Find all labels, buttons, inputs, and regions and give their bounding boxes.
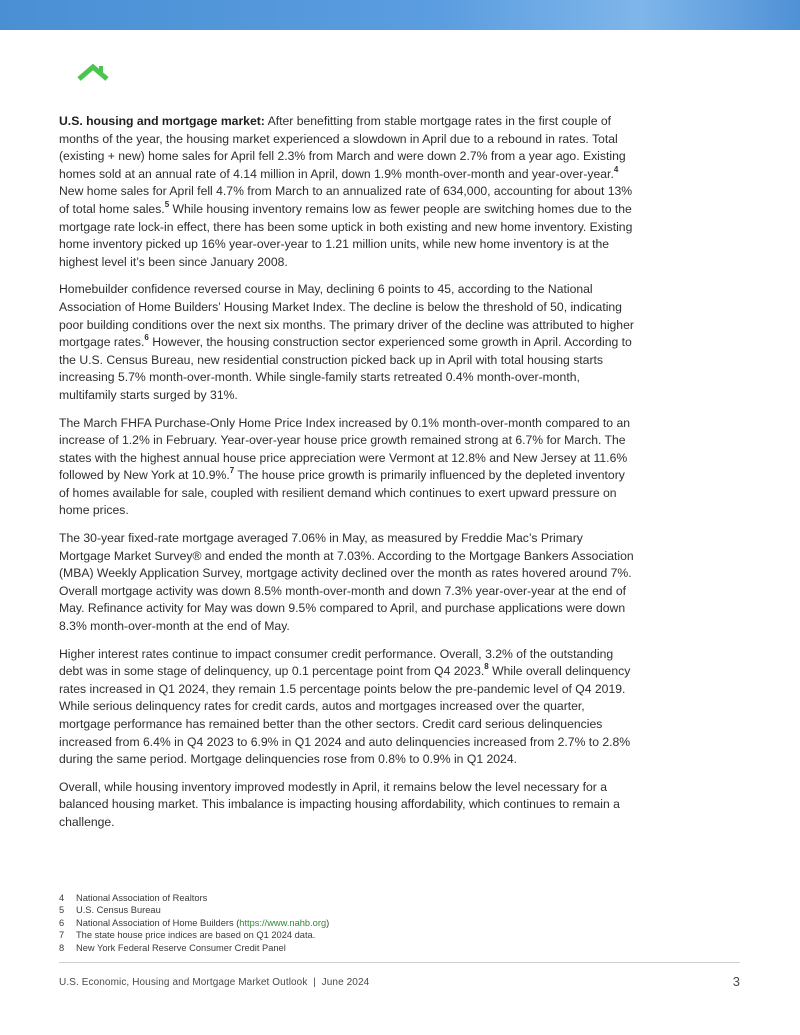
paragraph-housing-market bbox=[59, 113, 634, 271]
footnote-number: 6 bbox=[59, 917, 65, 928]
footnote-number: 7 bbox=[59, 930, 65, 941]
footnote-ref[interactable]: 5 bbox=[164, 199, 170, 209]
paragraph-text: Homebuilder confidence reversed course in May, declining 6 points to 45, according to the National Association of Home Builders’ Housing Market Index. The decline is below the threshold of 50, indicating poor building conditions over the next six months. The primary driver of the decline was attributed to higher mortgage rates. bbox=[59, 282, 634, 350]
paragraph-fhfa bbox=[59, 415, 634, 521]
roof-chevron-icon bbox=[77, 64, 109, 82]
nahb-link[interactable]: https://www.nahb.org bbox=[239, 917, 327, 928]
paragraph-text: The 30-year fixed-rate mortgage averaged 7.06% in May, as measured by Freddie Mac’s Primary Mortgage Market Survey® and ended the month at 7.03%. According to the Mortgage Bankers Association (MBA) Weekly Application Survey, mortgage activity declined over the month as rates hovered around 7%. Overall mortgage activity was down 8.5% month-over-month and down 7.3% year-over-year at the end of May. Refinance activity for May was down 9.5% compared to April, and purchase applications were down 8.3% month-over-month at the end of May. bbox=[59, 531, 634, 634]
paragraph-text: The March FHFA Purchase-Only Home Price Index increased by 0.1% month-over-month compared to an increase of 1.2% in February. Year-over-year house price growth remained strong at 6.7% for March. The states with the highest annual house price appreciation were Vermont at 12.8% and New Jersey at 11.6% followed by New York at 10.9%. bbox=[59, 415, 631, 483]
page-number: 3 bbox=[732, 974, 740, 989]
paragraph-conclusion bbox=[59, 779, 634, 832]
footnote-number: 4 bbox=[59, 893, 65, 903]
footnote-number: 8 bbox=[59, 942, 65, 953]
header-band bbox=[0, 0, 800, 30]
footnote-text: The state house price indices are based on Q1 2024 data. bbox=[76, 930, 316, 941]
article-body bbox=[59, 113, 634, 842]
footnote-text: National Association of Realtors bbox=[76, 893, 208, 903]
footer-divider bbox=[59, 962, 740, 963]
paragraph-text: After benefitting from stable mortgage rates in the first couple of months of the year, the housing market experienced a slowdown in April due to a rebound in rates. Total (existing + new) home sales for April fell 2.3% from March and were down 2.7% from a year ago. Existing homes sold at an annual rate of 4.14 million in April, down 1.9% month-over-month and year-over-year. bbox=[59, 114, 626, 181]
footnote-ref[interactable]: 4 bbox=[613, 164, 619, 174]
paragraph-homebuilder bbox=[59, 281, 634, 404]
footnotes bbox=[59, 892, 659, 954]
footnote-ref[interactable]: 8 bbox=[484, 662, 489, 672]
paragraph-text: However, the housing construction sector experienced some growth in April. According to the U.S. Census Bureau, new residential construction picked back up in April with total housing starts increasing 5.7% month-over-month. While single-family starts retreated 0.4% month-over-month, multifamily starts surged by 31%. bbox=[59, 335, 632, 402]
paragraph-consumer-credit bbox=[59, 646, 634, 769]
footnote-text: National Association of Home Builders ( bbox=[76, 917, 240, 928]
paragraph-text: While housing inventory remains low as fewer people are switching homes due to the mortgage rate lock-in effect, there has been some uptick in both existing and new home inventory. Existing home inventory picked up 16% year-over-year to 1.21 million units, while new home inventory is at the highest level it’s been since January 2008. bbox=[59, 201, 633, 269]
footer-title: U.S. Economic, Housing and Mortgage Market Outlook | June 2024 bbox=[59, 977, 370, 988]
footnote-item bbox=[59, 904, 659, 916]
paragraph-mortgage-rates bbox=[59, 530, 634, 636]
footnote-text: New York Federal Reserve Consumer Credit Panel bbox=[76, 942, 286, 953]
paragraph-text: Higher interest rates continue to impact consumer credit performance. Overall, 3.2% of the outstanding debt was in some stage of delinquency, up 0.1 percentage point from Q4 2023. bbox=[59, 646, 614, 679]
footnote-number: 5 bbox=[59, 905, 65, 916]
paragraph-text: While overall delinquency rates increased in Q1 2024, they remain 1.5 percentage points below the pre-pandemic level of Q4 2019. While serious delinquency rates for credit cards, autos and mortgages increased over the quarter, mortgage performance has remained better than the other sectors. Credit card serious delinquencies increased from 6.4% in Q4 2023 to 6.9% in Q1 2024 and auto delinquencies increased from 2.7% to 2.8% during the same period. Mortgage delinquencies rose from 0.8% to 0.9% in Q1 2024. bbox=[59, 664, 631, 767]
footnote-text: ) bbox=[326, 917, 330, 928]
footnote-item bbox=[59, 929, 659, 941]
paragraph-text: New home sales for April fell 4.7% from March to an annualized rate of 634,000, accounting for about 13% of total home sales. bbox=[59, 184, 633, 216]
footnote-item bbox=[59, 942, 659, 954]
paragraph-text: Overall, while housing inventory improved modestly in April, it remains below the level necessary for a balanced housing market. This imbalance is impacting housing affordability, which continues to remain a challenge. bbox=[59, 779, 620, 829]
paragraph-lead: U.S. housing and mortgage market: bbox=[59, 114, 265, 128]
footnote-text: U.S. Census Bureau bbox=[76, 905, 161, 916]
footnote-item bbox=[59, 892, 659, 904]
footnote-ref[interactable]: 6 bbox=[144, 333, 149, 343]
footnote-item bbox=[59, 917, 659, 929]
footnote-ref[interactable]: 7 bbox=[229, 466, 235, 476]
paragraph-text: The house price growth is primarily influenced by the depleted inventory of homes available for sale, coupled with resilient demand which continues to exert upward pressure on home prices. bbox=[59, 468, 625, 518]
